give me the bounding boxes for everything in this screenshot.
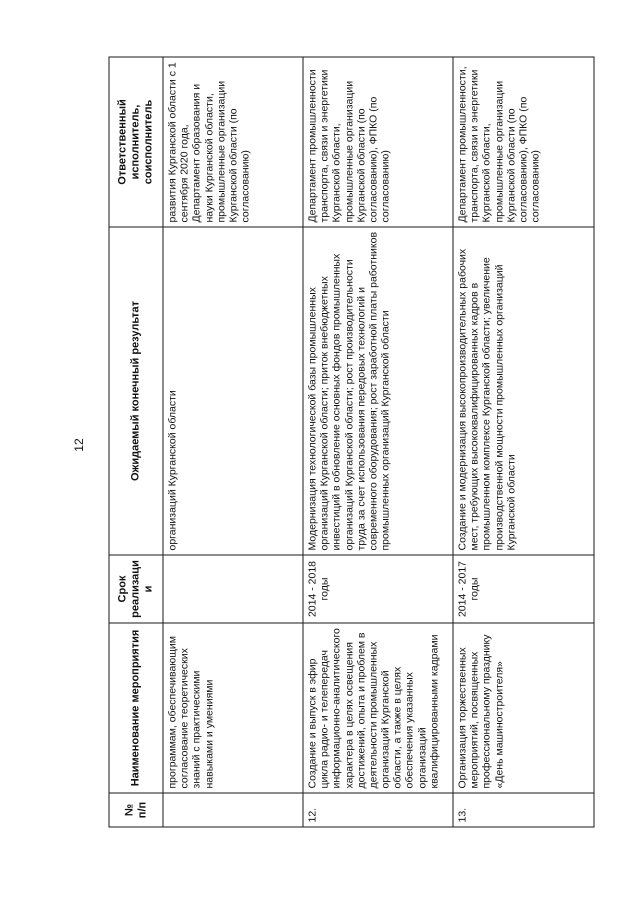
cell-term bbox=[163, 555, 303, 623]
cell-result: организаций Курганской области bbox=[163, 227, 303, 555]
cell-name: программам, обеспечивающим согласование теоретических знаний с практическими навыками и умениями bbox=[163, 623, 303, 793]
cell-num: 12. bbox=[303, 793, 453, 827]
cell-num bbox=[163, 793, 303, 827]
cell-num: 13. bbox=[453, 793, 594, 827]
table-header-row bbox=[109, 57, 163, 827]
cell-result: Создание и модернизация высокопроизводительных рабочих мест, требующих высококвалифицированных кадров в промышленном комплексе Курганской области; увеличение производственной мощности промышленных организаций Курганской области bbox=[453, 227, 594, 555]
header-num: № п/п bbox=[109, 793, 163, 827]
measures-table-container bbox=[109, 58, 594, 828]
table-row bbox=[163, 57, 303, 827]
cell-responsible: Департамент промышленности транспорта, связи и энергетики Курганской области, промышленные организации Курганской области (по согласованию), ФПКО (по согласованию) bbox=[303, 57, 453, 227]
cell-term: 2014 - 2018 годы bbox=[303, 555, 453, 623]
cell-responsible: Департамент промышленности, транспорта, связи и энергетики Курганской области, промышленные организации Курганской области (по согласованию), ФПКО (по согласованию) bbox=[453, 57, 594, 227]
page-number: 12 bbox=[72, 438, 86, 452]
table-row bbox=[453, 57, 594, 827]
cell-responsible: развития Курганской области с 1 сентября 2020 года, Департамент образования и науки Курганской области, промышленные организации Курганской области (по согласованию) bbox=[163, 57, 303, 227]
measures-table bbox=[109, 57, 595, 828]
header-term: Срок реализации bbox=[109, 555, 163, 623]
header-name: Наименование мероприятия bbox=[109, 623, 163, 793]
cell-name: Создание и выпуск в эфир цикла радио- и телепередач информационно-аналитического характера в целях освещения достижений, опыта и проблем в деятельности промышленных организаций Курганской области, а также в целях обеспечения указанных организаций квалифицированными кадрами bbox=[303, 623, 453, 793]
cell-result: Модернизация технологической базы промышленных организаций Курганской области; приток внебюджетных инвестиций в обновление основных фондов промышленных организаций Курганской области; рост производительности труда за счет использования передовых технологий и современного оборудования; рост заработной платы работников промышленных организаций Курганской области bbox=[303, 227, 453, 555]
cell-term: 2014 - 2017 годы bbox=[453, 555, 594, 623]
header-result: Ожидаемый конечный результат bbox=[109, 227, 163, 555]
table-row bbox=[303, 57, 453, 827]
cell-name: Организация торжественных мероприятий, посвященных профессиональному празднику «День машиностроителя» bbox=[453, 623, 594, 793]
header-responsible: Ответственный исполнитель, соисполнитель bbox=[109, 57, 163, 227]
